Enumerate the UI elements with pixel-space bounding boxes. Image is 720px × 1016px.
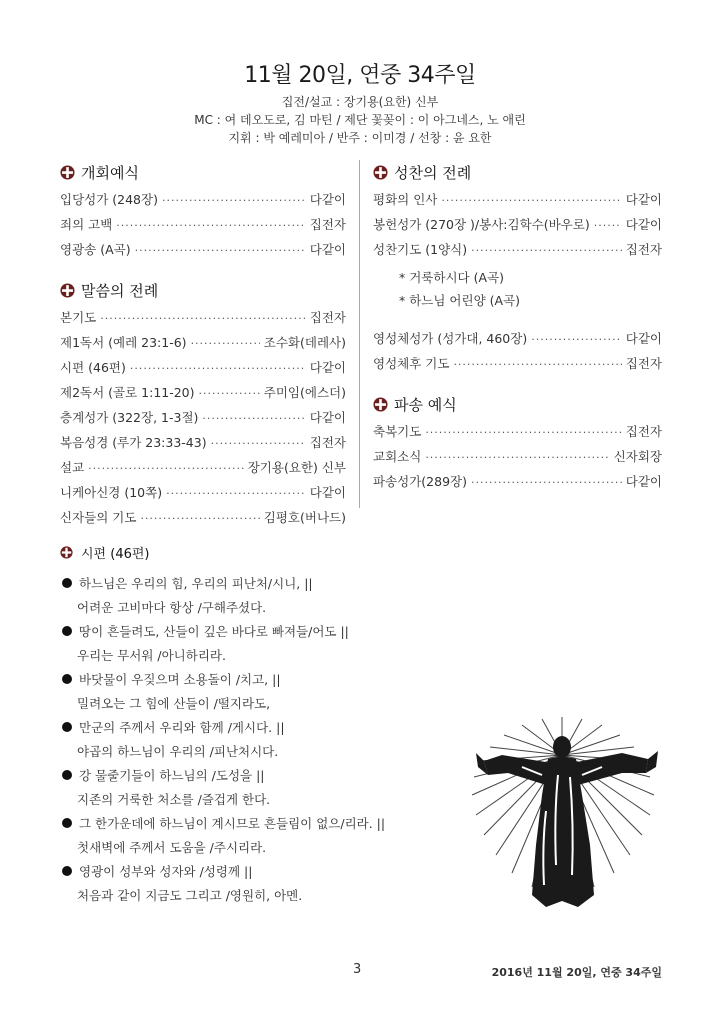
credit-line-celebrant: 집전/설교 : 장기용(요한) 신부 — [281, 95, 439, 109]
order-row — [60, 190, 346, 215]
verse-line-2: 우리는 무서워 /아니하리라. — [77, 648, 226, 663]
leader-dots — [594, 219, 622, 232]
item-label: 성찬기도 (1양식) — [373, 242, 468, 257]
psalm-title: 시편 (46편) — [81, 547, 150, 562]
order-row — [60, 215, 346, 240]
item-label: 본기도 — [60, 310, 97, 325]
item-label: 설교 — [60, 460, 85, 475]
leader-dots — [425, 426, 621, 439]
bullet-icon — [62, 722, 72, 732]
order-row — [60, 308, 346, 333]
item-performer: 다같이 — [625, 217, 662, 232]
order-row — [60, 358, 346, 383]
sub-item: * 거룩하시다 (A곡) — [399, 269, 504, 285]
order-row — [373, 472, 662, 497]
psalm-text — [62, 571, 472, 907]
spacer — [373, 311, 662, 329]
order-row — [60, 408, 346, 433]
item-performer: 조수화(데레사) — [263, 335, 346, 350]
item-performer: 다같이 — [309, 410, 346, 425]
bullet-icon — [62, 818, 72, 828]
section-eucharist — [373, 160, 662, 184]
order-row — [60, 483, 346, 508]
leader-dots — [88, 462, 244, 475]
item-label: 봉헌성가 (270장 )/봉사:김학수(바우로) — [373, 217, 590, 232]
cross-icon — [60, 283, 75, 298]
bullet-icon — [62, 674, 72, 684]
item-label: 파송성가(289장) — [373, 474, 467, 489]
item-label: 층계성가 (322장, 1-3절) — [60, 410, 199, 425]
item-performer: 다같이 — [309, 192, 346, 207]
item-performer: 주미임(에스더) — [263, 385, 346, 400]
leader-dots — [100, 312, 306, 325]
verse-line-1: 하느님은 우리의 힘, 우리의 피난처/시니, || — [79, 576, 313, 591]
leader-dots — [199, 387, 260, 400]
section-dismissal — [373, 392, 662, 416]
order-row — [373, 190, 662, 215]
psalm-verse — [62, 715, 472, 763]
item-label: 입당성가 (248장) — [60, 192, 158, 207]
verse-line — [62, 763, 472, 787]
item-performer: 집전자 — [309, 435, 346, 450]
item-label: 축복기도 — [373, 424, 422, 439]
leader-dots — [531, 333, 622, 346]
psalm-heading — [60, 543, 150, 562]
psalm-verse — [62, 571, 472, 619]
order-row — [60, 383, 346, 408]
item-performer: 다같이 — [309, 485, 346, 500]
section-title: 성찬의 전례 — [394, 163, 472, 182]
leader-dots — [441, 194, 621, 207]
bullet-icon — [62, 626, 72, 636]
item-label: 교회소식 — [373, 449, 422, 464]
right-column — [373, 160, 662, 497]
section-opening — [60, 160, 346, 184]
item-performer: 다같이 — [309, 360, 346, 375]
item-label: 죄의 고백 — [60, 217, 113, 232]
leader-dots — [166, 487, 306, 500]
leader-dots — [471, 476, 622, 489]
item-performer: 신자회장 — [613, 449, 662, 464]
bullet-icon — [62, 866, 72, 876]
order-row — [60, 240, 346, 265]
item-performer: 다같이 — [625, 192, 662, 207]
spacer — [373, 379, 662, 392]
section-title: 말씀의 전례 — [81, 281, 159, 300]
item-performer: 다같이 — [625, 331, 662, 346]
item-performer: 집전자 — [625, 242, 662, 257]
verse-line-1: 바닷물이 우짖으며 소용돌이 /치고, || — [79, 672, 281, 687]
item-label: 평화의 인사 — [373, 192, 438, 207]
credits — [0, 93, 720, 147]
verse-line-2: 처음과 같이 지금도 그리고 /영원히, 아멘. — [77, 888, 303, 903]
verse-line — [62, 715, 472, 739]
verse-line-1: 영광이 성부와 성자와 /성령께 || — [79, 864, 253, 879]
order-row — [373, 240, 662, 265]
item-performer: 집전자 — [625, 356, 662, 371]
order-row — [373, 447, 662, 472]
item-label: 제2독서 (골로 1:11-20) — [60, 385, 195, 400]
item-label: 영성체후 기도 — [373, 356, 450, 371]
item-performer: 장기용(요한) 신부 — [247, 460, 346, 475]
verse-line-2: 어려운 고비마다 항상 /구해주셨다. — [77, 600, 267, 615]
verse-line-2: 지존의 거룩한 처소를 /즐겁게 한다. — [77, 792, 271, 807]
page-title: 11월 20일, 연중 34주일 — [244, 63, 476, 88]
figure — [476, 736, 658, 907]
cross-icon — [60, 165, 75, 180]
verse-line-1: 땅이 흔들려도, 산들이 깊은 바다로 빠져들/어도 || — [79, 624, 349, 639]
leader-dots — [425, 451, 609, 464]
sub-item: * 하느님 어린양 (A곡) — [399, 292, 520, 308]
verse-line-1: 만군의 주께서 우리와 함께 /게시다. || — [79, 720, 285, 735]
item-performer: 다같이 — [309, 242, 346, 257]
column-divider — [359, 160, 360, 508]
credit-line-music: 지휘 : 박 예레미아 / 반주 : 이미경 / 선창 : 윤 요한 — [228, 131, 492, 145]
leader-dots — [202, 412, 305, 425]
leader-dots — [453, 358, 621, 371]
leader-dots — [211, 437, 306, 450]
leader-dots — [191, 337, 260, 350]
item-performer: 다같이 — [625, 474, 662, 489]
psalm-verse — [62, 859, 472, 907]
item-label: 영성체성가 (성가대, 460장) — [373, 331, 528, 346]
psalm-verse — [62, 619, 472, 667]
item-performer: 집전자 — [625, 424, 662, 439]
verse-line-1: 강 물줄기들이 하느님의 /도성을 || — [79, 768, 265, 783]
bullet-icon — [62, 578, 72, 588]
leader-dots — [130, 362, 306, 375]
item-label: 제1독서 (예레 23:1-6) — [60, 335, 187, 350]
page-number: 3 — [353, 962, 362, 977]
item-performer: 김평호(버나드) — [263, 510, 346, 525]
order-row — [60, 458, 346, 483]
item-label: 복음성경 (루가 23:33-43) — [60, 435, 207, 450]
leader-dots — [135, 244, 306, 257]
verse-line — [62, 619, 472, 643]
leader-dots — [140, 512, 259, 525]
cross-icon — [373, 397, 388, 412]
order-row — [373, 422, 662, 447]
order-row — [60, 333, 346, 358]
section-word — [60, 278, 346, 302]
item-performer: 집전자 — [309, 310, 346, 325]
order-row — [373, 354, 662, 379]
left-column — [60, 160, 346, 533]
leader-dots — [162, 194, 306, 207]
section-title: 파송 예식 — [394, 395, 457, 414]
verse-line — [62, 811, 472, 835]
risen-christ-illustration — [462, 715, 674, 913]
verse-line-2: 첫새벽에 주께서 도움을 /주시리라. — [77, 840, 267, 855]
psalm-verse — [62, 811, 472, 859]
verse-line-2: 밀려오는 그 힘에 산들이 /떨지라도, — [77, 696, 271, 711]
verse-line-1: 그 한가운데에 하느님이 계시므로 흔들림이 없으/리라. || — [79, 816, 386, 831]
order-row — [373, 215, 662, 240]
item-label: 니케아신경 (10쪽) — [60, 485, 163, 500]
section-title: 개회예식 — [81, 163, 139, 182]
psalm-verse — [62, 763, 472, 811]
psalm-verse — [62, 667, 472, 715]
item-performer: 집전자 — [309, 217, 346, 232]
credit-line-mc: MC : 여 데오도로, 김 마틴 / 제단 꽃꽂이 : 이 아그네스, 노 애린 — [194, 113, 526, 127]
leader-dots — [471, 244, 622, 257]
bullet-icon — [62, 770, 72, 780]
leader-dots — [116, 219, 305, 232]
item-label: 영광송 (A곡) — [60, 242, 131, 257]
verse-line — [62, 667, 472, 691]
footer-date: 2016년 11월 20일, 연중 34주일 — [491, 966, 662, 979]
verse-line — [62, 859, 472, 883]
order-row — [60, 508, 346, 533]
verse-line-2: 야곱의 하느님이 우리의 /피난처시다. — [77, 744, 279, 759]
cross-icon — [60, 546, 73, 559]
order-row — [60, 433, 346, 458]
item-label: 시편 (46편) — [60, 360, 126, 375]
item-label: 신자들의 기도 — [60, 510, 137, 525]
cross-icon — [373, 165, 388, 180]
order-row — [373, 329, 662, 354]
spacer — [60, 265, 346, 278]
verse-line — [62, 571, 472, 595]
